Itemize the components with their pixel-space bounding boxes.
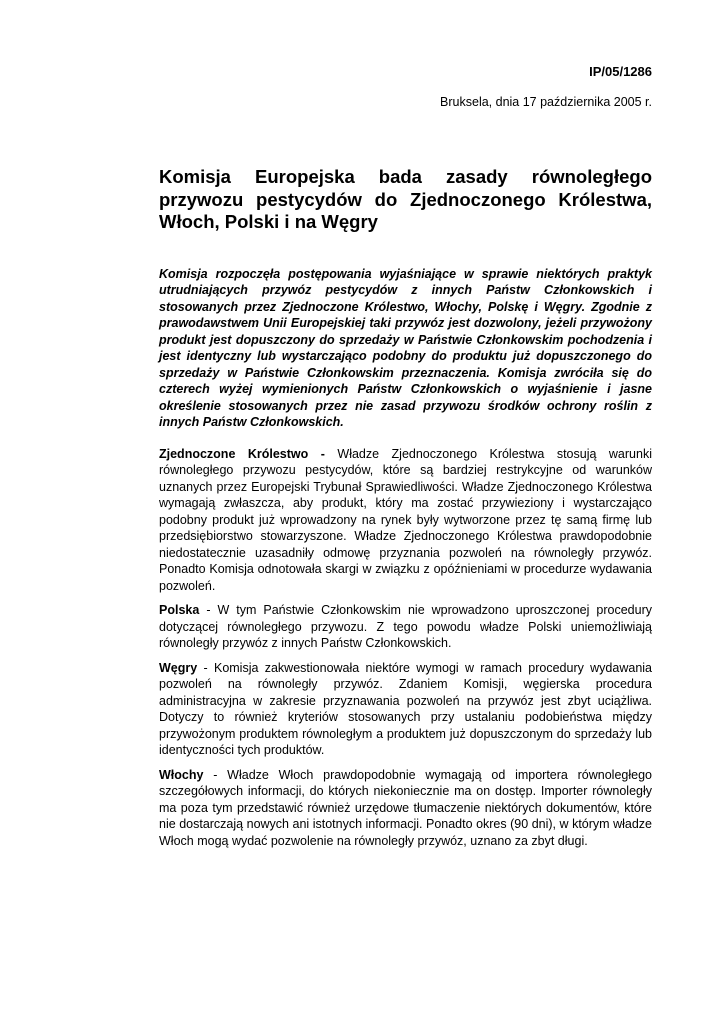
section-text: - W tym Państwie Członkowskim nie wprowadzono uproszczonej procedury dotyczącej równoległego przywozu. Z tego powodu władze Polski uniemożliwiają równoległy przywóz z innych Państw Członkowskich.: [159, 603, 652, 650]
section-heading: Węgry: [159, 660, 198, 675]
document-title: Komisja Europejska bada zasady równoległego przywozu pestycydów do Zjednoczonego Królestwa, Włoch, Polski i na Węgry: [159, 166, 652, 232]
section-text: - Władze Włoch prawdopodobnie wymagają od importera równoległego szczegółowych informacji, do których niekoniecznie ma on dostęp. Importer równoległy ma poza tym przedstawić również urzędowe tłumaczenie niektórych dokumentów, które nie dostarczają nowych ani istotnych informacji. Ponadto okres (90 dni), w którym władze Włoch mogą wydać pozwolenie na równoległy przywóz, uznano za zbyt długi.: [159, 767, 652, 848]
section-italy: [159, 767, 652, 850]
section-heading: Włochy: [159, 767, 204, 782]
section-poland: [159, 602, 652, 652]
dateline: Bruksela, dnia 17 października 2005 r.: [440, 95, 652, 109]
document-body: [159, 166, 652, 857]
lead-paragraph: Komisja rozpoczęła postępowania wyjaśniające w sprawie niektórych praktyk utrudniających przywóz pestycydów z innych Państw Członkowskich i stosowanych przez Zjednoczone Królestwo, Włochy, Polskę i Węgry. Zgodnie z prawodawstwem Unii Europejskiej taki przywóz jest dozwolony, jeżeli przywożony produkt jest dopuszczony do sprzedaży w Państwie Członkowskim pochodzenia i jest identyczny lub wystarczająco podobny do produktu już dopuszczonego do sprzedaży w Państwie Członkowskim przeznaczenia. Komisja zwróciła się do czterech wyżej wymienionych Państw Członkowskich o wyjaśnienie i jasne określenie stosowanych przez nie zasad przywozu środków ochrony roślin z innych Państw Członkowskich.: [159, 266, 652, 429]
press-release-reference: IP/05/1286: [589, 64, 652, 79]
section-hungary: [159, 660, 652, 759]
section-heading: Zjednoczone Królestwo -: [159, 446, 325, 461]
section-text: - Komisja zakwestionowała niektóre wymogi w ramach procedury wydawania pozwoleń na równoległy przywóz. Zdaniem Komisji, węgierska procedura administracyjna w zakresie przyznawania pozwoleń na przywóz jest zbyt uciążliwa. Dotyczy to również kryteriów stosowanych przy ustalaniu podobieństwa między przywożonym produktem równoległym a produktem już dopuszczonym do sprzedaży lub identyczności tych produktów.: [159, 660, 652, 757]
section-text: Władze Zjednoczonego Królestwa stosują warunki równoległego przywozu pestycydów, które są bardziej restrykcyjne od warunków uznanych przez Europejski Trybunał Sprawiedliwości. Władze Zjednoczonego Królestwa wymagają zwłaszcza, aby produkt, który ma zostać przywieziony i wystarczająco podobny produkt już wprowadzony na rynek były wytworzone przez tę samą firmę lub przedsiębiorstwo stowarzyszone. Władze Zjednoczonego Królestwa prawdopodobnie niedostatecznie uzasadniły odmowę przyznania pozwoleń na równoległy przywóz. Ponadto Komisja odnotowała skargi w związku z opóźnieniami w procedurze wydawania pozwoleń.: [159, 446, 652, 593]
section-heading: Polska: [159, 603, 200, 617]
section-united-kingdom: [159, 446, 652, 595]
